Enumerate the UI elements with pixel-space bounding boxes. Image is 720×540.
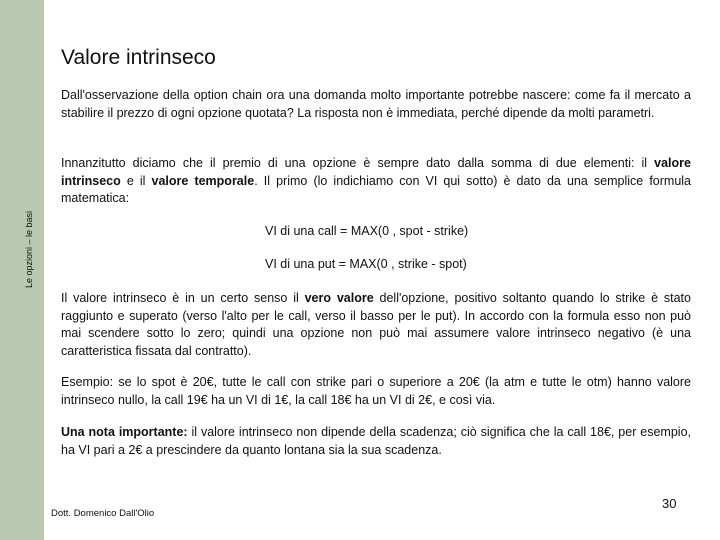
- term-true-value: vero valore: [304, 291, 374, 305]
- section-label: Le opzioni – le basi: [24, 210, 34, 288]
- side-bar: [0, 0, 44, 540]
- page-title: Valore intrinseco: [61, 46, 216, 69]
- paragraph-note-text: il valore intrinseco non dipende della scadenza; ciò significa che la call 18€, per esempio, ha VI pari a 2€ a prescindere da quanto lontana sia la sua scadenza.: [61, 425, 691, 457]
- paragraph-true-value-text-a: Il valore intrinseco è in un certo senso il: [61, 291, 305, 305]
- paragraph-note: [61, 424, 691, 459]
- paragraph-definition-text-c: e il: [120, 173, 152, 188]
- page-number: 30: [662, 496, 677, 511]
- paragraph-example-text: Esempio: se lo spot è 20€, tutte le call con strike pari o superiore a 20€ (la atm e tutte le otm) hanno valore intrinseco nullo, la call 19€ ha un VI di 1€, la call 18€ ha un VI di 2€, e così via.: [61, 375, 691, 407]
- term-time-value: valore temporale: [151, 173, 255, 188]
- note-heading: Una nota importante:: [61, 425, 188, 439]
- paragraph-example: [61, 374, 691, 409]
- paragraph-definition-text-a: Innanzitutto diciamo che il premio di una opzione è sempre dato dalla somma di due elementi: il: [61, 156, 655, 170]
- paragraph-definition-text-d: . Il primo (lo indichiamo con VI qui sotto) è dato da una semplice formula matematica:: [61, 173, 692, 205]
- term-intrinsic-value: valore intrinseco: [61, 156, 691, 188]
- paragraph-true-value: [61, 290, 691, 360]
- formula-put: VI di una put = MAX(0 , strike - spot): [265, 257, 467, 271]
- paragraph-true-value-text-c: dell'opzione, positivo soltanto quando lo strike è stato raggiunto e superato (verso l'alto per le call, verso il basso per le put). In accordo con la formula esso non può mai scendere sotto lo zero; quindi una opzione non può mai assumere valore intrinseco negativo (è una caratteristica fissata dal contratto).: [61, 291, 691, 358]
- paragraph-intro: [61, 87, 691, 122]
- formula-call: VI di una call = MAX(0 , spot - strike): [265, 224, 469, 238]
- paragraph-definition: [61, 155, 691, 208]
- paragraph-intro-text: Dall'osservazione della option chain ora una domanda molto importante potrebbe nascere: come fa il mercato a stabilire il prezzo di ogni opzione quotata? La risposta non è immediata, perché dipende da molti parametri.: [61, 88, 691, 120]
- footer-author: Dott. Domenico Dall'Olio: [51, 508, 155, 519]
